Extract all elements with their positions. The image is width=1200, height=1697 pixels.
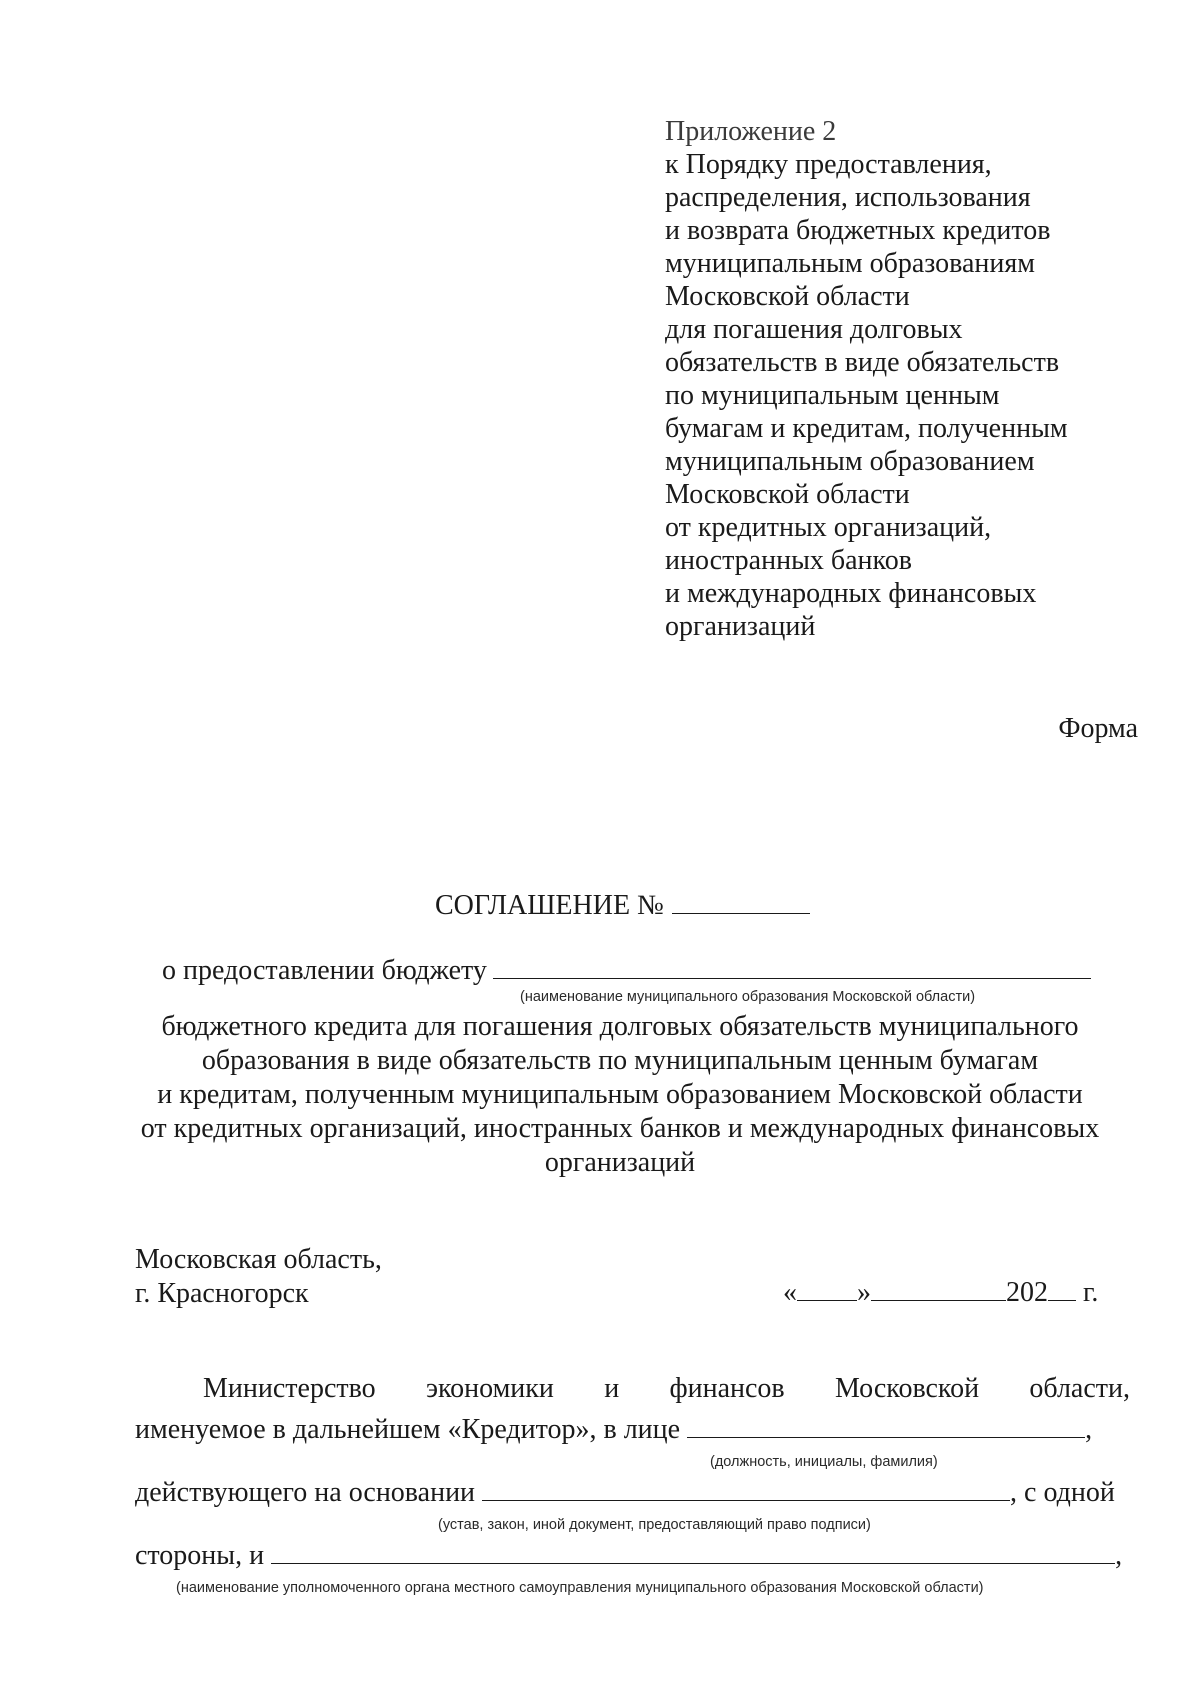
appendix-line: обязательств в виде обязательств bbox=[665, 347, 1060, 378]
word: Министерство bbox=[203, 1373, 376, 1404]
parties-line-creditor bbox=[135, 1414, 1092, 1446]
basis-hint: (устав, закон, иной документ, предоставляющий право подписи) bbox=[438, 1517, 871, 1533]
date-year-suffix: г. bbox=[1083, 1277, 1099, 1308]
appendix-line: по муниципальным ценным bbox=[665, 380, 1000, 411]
date-close-quote: » bbox=[857, 1277, 871, 1308]
form-label: Форма bbox=[1058, 713, 1138, 744]
date-month-field[interactable] bbox=[871, 1280, 1006, 1301]
budget-recipient-line bbox=[162, 955, 1091, 987]
appendix-line: и возврата бюджетных кредитов bbox=[665, 215, 1051, 246]
place-city: г. Красногорск bbox=[135, 1278, 309, 1309]
position-hint: (должность, инициалы, фамилия) bbox=[710, 1454, 938, 1470]
comma: , bbox=[1115, 1540, 1123, 1571]
place-block bbox=[135, 1243, 382, 1311]
municipality-name-field[interactable] bbox=[493, 958, 1091, 979]
second-party-text: стороны, и bbox=[135, 1540, 265, 1571]
agreement-title-text: СОГЛАШЕНИЕ № bbox=[435, 890, 664, 921]
appendix-line: Московской области bbox=[665, 479, 910, 510]
subject-line: от кредитных организаций, иностранных банков и международных финансовых bbox=[140, 1113, 1100, 1144]
date-year-prefix: 202 bbox=[1006, 1277, 1048, 1308]
parties-first-line bbox=[135, 1373, 1130, 1405]
appendix-line: и международных финансовых bbox=[665, 578, 1037, 609]
date-line bbox=[783, 1277, 1098, 1309]
date-day-field[interactable] bbox=[797, 1280, 857, 1301]
creditor-representative-field[interactable] bbox=[687, 1417, 1085, 1438]
appendix-line: для погашения долговых bbox=[665, 314, 963, 345]
appendix-header bbox=[665, 115, 1125, 643]
word: финансов bbox=[669, 1373, 785, 1404]
appendix-line: Московской области bbox=[665, 281, 910, 312]
word: Московской bbox=[834, 1373, 980, 1404]
parties-line-organ bbox=[135, 1540, 1122, 1572]
date-open-quote: « bbox=[783, 1277, 797, 1308]
agreement-number-field[interactable] bbox=[672, 893, 810, 914]
appendix-line: иностранных банков bbox=[665, 545, 912, 576]
appendix-line: распределения, использования bbox=[665, 182, 1031, 213]
agreement-title bbox=[435, 890, 810, 922]
appendix-line: к Порядку предоставления, bbox=[665, 149, 992, 180]
comma: , bbox=[1085, 1414, 1093, 1445]
date-year-field[interactable] bbox=[1048, 1280, 1076, 1301]
creditor-text: именуемое в дальнейшем «Кредитор», в лице bbox=[135, 1414, 681, 1445]
word: области, bbox=[1029, 1373, 1130, 1404]
municipality-hint: (наименование муниципального образования Московской области) bbox=[520, 989, 976, 1005]
parties-line-basis bbox=[135, 1477, 1115, 1509]
appendix-line: организаций bbox=[665, 611, 816, 642]
appendix-line: Приложение 2 bbox=[665, 116, 837, 147]
appendix-line: муниципальным образованиям bbox=[665, 248, 1035, 279]
appendix-line: муниципальным образованием bbox=[665, 446, 1035, 477]
organ-hint: (наименование уполномоченного органа местного самоуправления муниципального образования Московской области) bbox=[176, 1580, 984, 1596]
word: и bbox=[604, 1373, 620, 1404]
word: экономики bbox=[425, 1373, 554, 1404]
appendix-line: от кредитных организаций, bbox=[665, 512, 992, 543]
subject-line: и кредитам, полученным муниципальным образованием Московской области bbox=[157, 1079, 1083, 1110]
basis-document-field[interactable] bbox=[482, 1480, 1010, 1501]
one-side-text: , с одной bbox=[1010, 1477, 1115, 1508]
basis-text: действующего на основании bbox=[135, 1477, 476, 1508]
municipal-organ-field[interactable] bbox=[271, 1543, 1115, 1564]
budget-prefix: о предоставлении бюджету bbox=[162, 955, 487, 986]
subject-line: организаций bbox=[544, 1147, 696, 1178]
appendix-line: бумагам и кредитам, полученным bbox=[665, 413, 1068, 444]
subject-line: бюджетного кредита для погашения долговых обязательств муниципального bbox=[161, 1011, 1079, 1042]
agreement-subject bbox=[120, 1010, 1120, 1180]
place-region: Московская область, bbox=[135, 1244, 382, 1275]
subject-line: образования в виде обязательств по муниципальным ценным бумагам bbox=[201, 1045, 1039, 1076]
